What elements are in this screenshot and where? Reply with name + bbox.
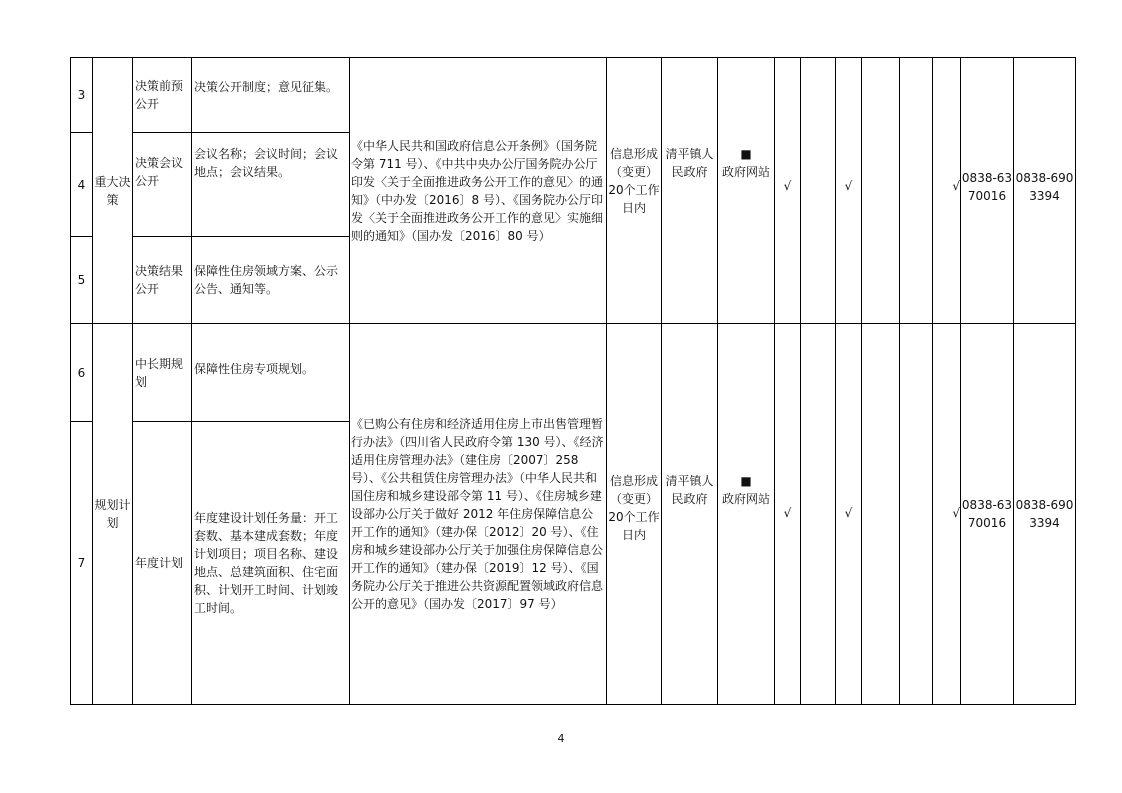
table-row: [71, 324, 1076, 422]
subcategory-cell: 决策结果公开: [133, 237, 192, 324]
basis-text: 《中华人民共和国政府信息公开条例》（国务院令第 711 号）、《中共中央办公厅国务院办公厅印发〈关于全面推进政务公开工作的意见〉的通知》（中办发〔2016〕8 号）、《国务院办公厅印发〈关于全面推进政务公开工作的意见〉实施细则的通知》（国办发〔2016〕80 号）: [351, 138, 604, 243]
row-number: 5: [71, 237, 93, 324]
empty-cell: [862, 58, 900, 324]
disclosure-table: [70, 57, 1076, 705]
row-number: 3: [71, 58, 93, 133]
content-cell: 保障性住房专项规划。: [192, 324, 350, 422]
subject-cell: 清平镇人民政府: [662, 58, 718, 324]
table-row: [71, 58, 1076, 133]
basis-cell: [350, 324, 607, 705]
phone-cell: 0838-6370016: [961, 58, 1014, 324]
category-cell: 规划计划: [93, 324, 133, 705]
basis-text: 《已购公有住房和经济适用住房上市出售管理暂行办法》（四川省人民政府令第 130 号）、《经济适用住房管理办法》（建住房〔2007〕258 号）、《公共租赁住房管理办法》（中华人民共和国住房和城乡建设部令第 11 号）、《住房城乡建设部办公厅关于做好 2012 年住房保障信息公开工作的通知》（建办保〔2012〕20 号）、《住房和城乡建设部办公厅关于加强住房保障信息公开工作的通知》（建办保〔2019〕12 号）、《国务院办公厅关于推进公共资源配置领域政府信息公开的意见》（国办发〔2017〕97 号）: [351, 417, 604, 611]
content-cell: 保障性住房领域方案、公示公告、通知等。: [192, 237, 350, 324]
check-cell: √: [933, 58, 961, 324]
subject-cell: 清平镇人民政府: [662, 324, 718, 705]
content-cell: 决策公开制度；意见征集。: [192, 58, 350, 133]
check-cell: √: [836, 324, 862, 705]
empty-cell: [801, 58, 836, 324]
subcategory-cell: 年度计划: [133, 422, 192, 705]
square-icon: ■: [740, 474, 752, 488]
check-cell: √: [836, 58, 862, 324]
category-cell: 重大决策: [93, 58, 133, 324]
subcategory-cell: 决策会议公开: [133, 133, 192, 237]
empty-cell: [862, 324, 900, 705]
basis-cell: [350, 58, 607, 324]
check-cell: √: [775, 58, 801, 324]
row-number: 4: [71, 133, 93, 237]
phone-cell: 0838-6903394: [1014, 58, 1076, 324]
empty-cell: [900, 324, 933, 705]
time-limit-cell: 信息形成（变更）20个工作日内: [607, 58, 662, 324]
square-icon: ■: [740, 147, 752, 161]
content-cell: 会议名称；会议时间；会议地点；会议结果。: [192, 133, 350, 237]
subcategory-cell: 决策前预公开: [133, 58, 192, 133]
subcategory-cell: 中长期规划: [133, 324, 192, 422]
content-cell: 年度建设计划任务量：开工套数、基本建成套数；年度计划项目；项目名称、建设地点、总建筑面积、住宅面积、计划开工时间、计划竣工时间。: [192, 422, 350, 705]
row-number: 6: [71, 324, 93, 422]
channel-cell: [718, 58, 775, 324]
row-number: 7: [71, 422, 93, 705]
phone-cell: 0838-6370016: [961, 324, 1014, 705]
check-cell: √: [775, 324, 801, 705]
phone-cell: 0838-6903394: [1014, 324, 1076, 705]
empty-cell: [801, 324, 836, 705]
channel-label: 政府网站: [721, 492, 770, 506]
time-limit-cell: 信息形成（变更）20个工作日内: [607, 324, 662, 705]
channel-label: 政府网站: [721, 165, 770, 179]
check-cell: √: [933, 324, 961, 705]
page-number: 4: [557, 732, 565, 745]
channel-cell: [718, 324, 775, 705]
empty-cell: [900, 58, 933, 324]
